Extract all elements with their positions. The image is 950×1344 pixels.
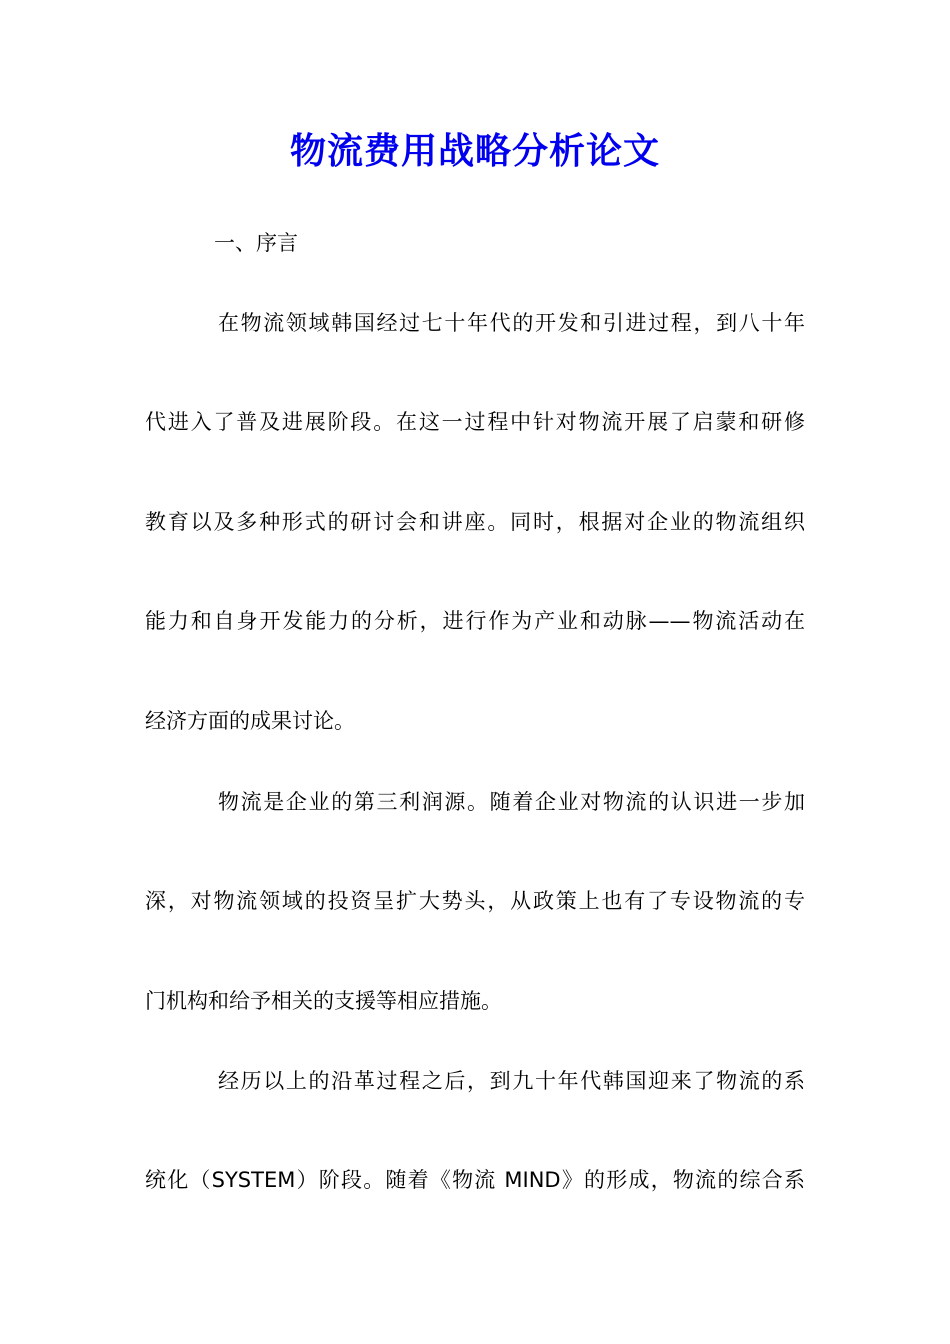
- paragraph-line: 代进入了普及进展阶段。在这一过程中针对物流开展了启蒙和研修: [145, 410, 805, 434]
- paragraph-line: 能力和自身开发能力的分析，进行作为产业和动脉——物流活动在: [145, 609, 805, 633]
- paragraph-line: 经济方面的成果讨论。: [145, 709, 355, 733]
- paragraph-line: 经历以上的沿革过程之后，到九十年代韩国迎来了物流的系: [218, 1069, 805, 1093]
- paragraph-line: 统化（SYSTEM）阶段。随着《物流 MIND》的形成，物流的综合系: [145, 1168, 805, 1192]
- paragraph-line: 教育以及多种形式的研讨会和讲座。同时，根据对企业的物流组织: [145, 510, 805, 534]
- section-heading: 一、序言: [214, 231, 298, 255]
- paragraph-line: 深，对物流领域的投资呈扩大势头，从政策上也有了专设物流的专: [145, 889, 805, 913]
- document-title: 物流费用战略分析论文: [289, 130, 660, 172]
- paragraph-line: 在物流领域韩国经过七十年代的开发和引进过程，到八十年: [218, 311, 805, 335]
- paragraph-line: 物流是企业的第三利润源。随着企业对物流的认识进一步加: [218, 790, 805, 814]
- paragraph-line: 门机构和给予相关的支援等相应措施。: [145, 989, 502, 1013]
